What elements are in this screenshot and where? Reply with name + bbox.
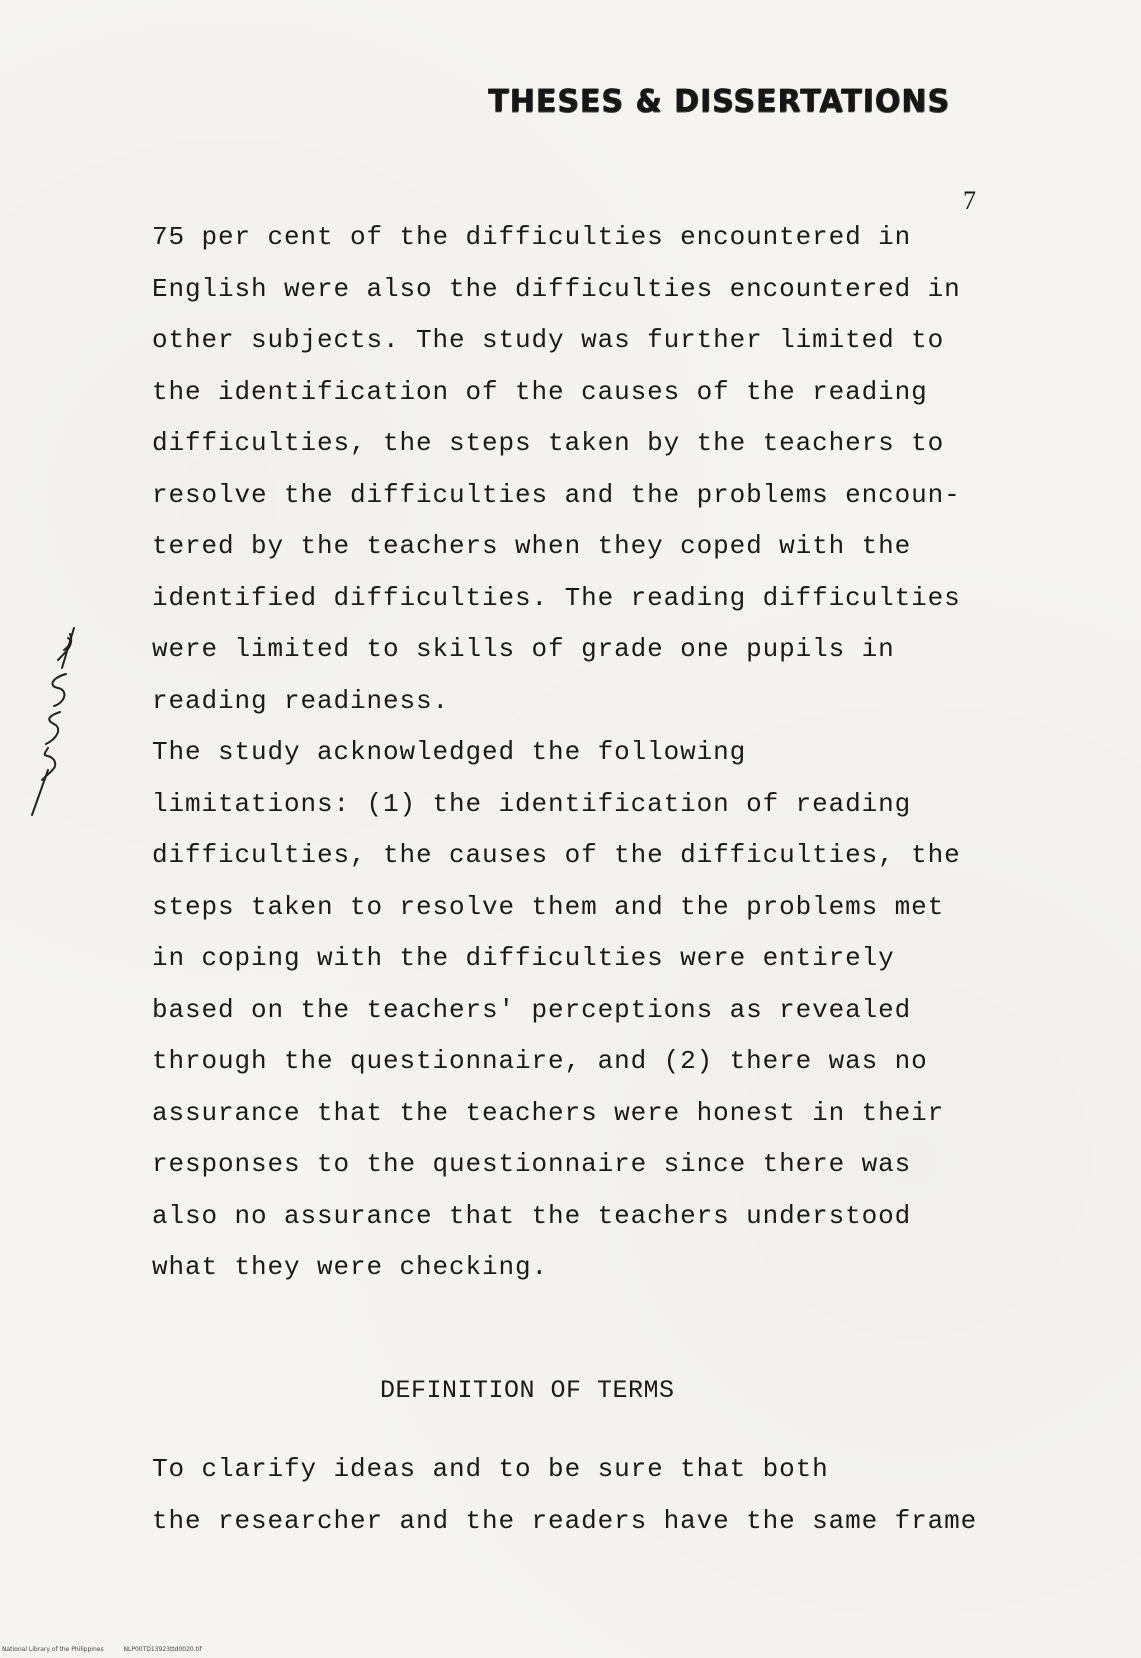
text-line: the researcher and the readers have the same frame (152, 1506, 978, 1536)
footer-library: National Library of the Philippines (2, 1646, 104, 1653)
text-line: steps taken to resolve them and the problems met (152, 892, 945, 922)
text-line: reading readiness. (152, 686, 450, 716)
text-line: also no assurance that the teachers understood (152, 1201, 912, 1231)
text-line: tered by the teachers when they coped with the (152, 531, 912, 561)
theses-dissertations-stamp: THESES & DISSERTATIONS (488, 83, 950, 120)
text-line: difficulties, the steps taken by the teachers to (152, 428, 945, 458)
text-line: English were also the difficulties encountered in (152, 274, 961, 304)
text-line: 75 per cent of the difficulties encountered in (152, 222, 912, 252)
text-line: the identification of the causes of the reading (152, 377, 928, 407)
text-line: in coping with the difficulties were entirely (152, 943, 895, 973)
page-number: 7 (963, 186, 976, 215)
text-line: To clarify ideas and to be sure that both (152, 1454, 829, 1484)
text-line: resolve the difficulties and the problems encoun- (152, 480, 961, 510)
text-line: what they were checking. (152, 1252, 549, 1282)
text-line: through the questionnaire, and (2) there was no (152, 1046, 928, 1076)
handwritten-margin-note (18, 620, 78, 820)
text-line: identified difficulties. The reading difficulties (152, 583, 961, 613)
text-line: The study acknowledged the following (152, 737, 747, 767)
text-line: assurance that the teachers were honest in their (152, 1098, 945, 1128)
text-line: difficulties, the causes of the difficulties, the (152, 840, 961, 870)
text-line: responses to the questionnaire since there was (152, 1149, 912, 1179)
text-line: were limited to skills of grade one pupils in (152, 634, 895, 664)
text-line: limitations: (1) the identification of reading (152, 789, 912, 819)
text-line: based on the teachers' perceptions as revealed (152, 995, 912, 1025)
section-heading: DEFINITION OF TERMS (380, 1376, 675, 1405)
footer (2, 1646, 220, 1653)
text-line: other subjects. The study was further limited to (152, 325, 945, 355)
footer-file: NLP00TD13923ttd0020.tif (123, 1646, 202, 1653)
